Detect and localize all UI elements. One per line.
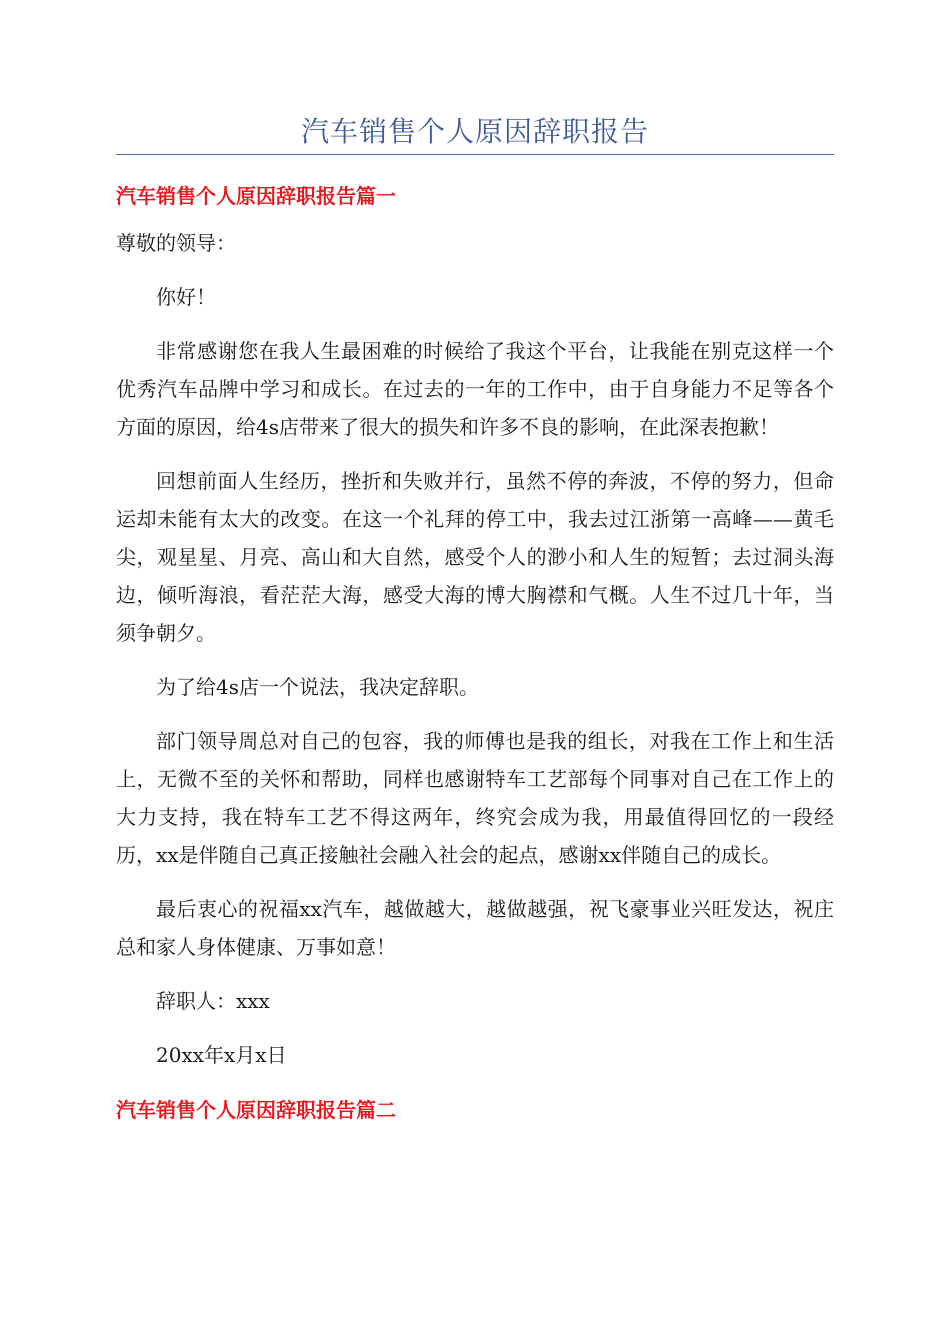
section-heading-1: 汽车销售个人原因辞职报告篇一: [116, 184, 396, 208]
body-paragraph: 为了给4s店一个说法，我决定辞职。: [156, 675, 479, 699]
salutation: 尊敬的领导：: [116, 231, 236, 255]
body-paragraph: 最后衷心的祝福xx汽车，越做越大，越做越强，祝飞豪事业兴旺发达，祝庄总和家人身体健康、万事如意！: [116, 897, 834, 959]
title-divider: [116, 154, 834, 155]
document-body: [116, 176, 834, 1130]
signature: 辞职人：xxx: [156, 989, 270, 1013]
document-title: 汽车销售个人原因辞职报告: [300, 115, 649, 148]
greeting: 你好！: [156, 285, 216, 309]
body-paragraph: 回想前面人生经历，挫折和失败并行，虽然不停的奔波，不停的努力，但命运却未能有太大的改变。在这一个礼拜的停工中，我去过江浙第一高峰——黄毛尖，观星星、月亮、高山和大自然，感受个人的渺小和人生的短暂；去过洞头海边，倾听海浪，看茫茫大海，感受大海的博大胸襟和气概。人生不过几十年，当须争朝夕。: [116, 469, 834, 645]
section-heading-2: 汽车销售个人原因辞职报告篇二: [116, 1098, 396, 1122]
body-paragraph: 部门领导周总对自己的包容，我的师傅也是我的组长，对我在工作上和生活上，无微不至的关怀和帮助，同样也感谢特车工艺部每个同事对自己在工作上的大力支持，我在特车工艺不得这两年，终究会成为我，用最值得回忆的一段经历，xx是伴随自己真正接触社会融入社会的起点，感谢xx伴随自己的成长。: [116, 729, 834, 867]
date-line: 20xx年x月x日: [156, 1043, 287, 1067]
body-paragraph: 非常感谢您在我人生最困难的时候给了我这个平台，让我能在别克这样一个优秀汽车品牌中学习和成长。在过去的一年的工作中，由于自身能力不足等各个方面的原因，给4s店带来了很大的损失和许多不良的影响，在此深表抱歉！: [116, 339, 834, 439]
